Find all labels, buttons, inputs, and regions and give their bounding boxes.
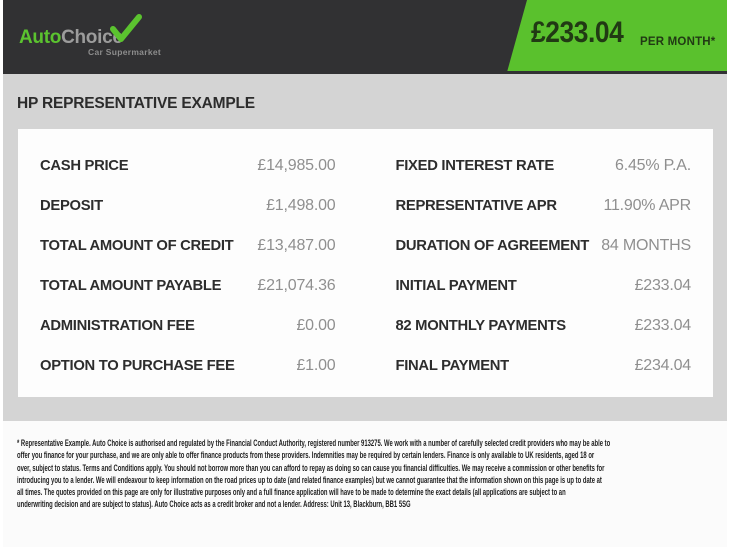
finance-row-label: DEPOSIT bbox=[40, 198, 103, 214]
finance-row-value: £21,074.36 bbox=[257, 277, 336, 294]
finance-row bbox=[396, 346, 692, 386]
finance-row-label: 82 MONTHLY PAYMENTS bbox=[395, 318, 566, 334]
finance-row bbox=[396, 226, 692, 266]
main-section bbox=[3, 74, 727, 421]
logo-choice-text: Choice bbox=[61, 27, 123, 48]
finance-row-value: 11.90% APR bbox=[603, 197, 691, 214]
finance-row-value: £0.00 bbox=[296, 317, 336, 334]
price-amount: £233.04 bbox=[531, 16, 624, 49]
price-period-label: PER MONTH* bbox=[640, 36, 716, 48]
finance-row-label: ADMINISTRATION FEE bbox=[40, 318, 195, 334]
finance-column-right bbox=[366, 146, 714, 397]
finance-row bbox=[396, 186, 692, 226]
disclaimer-line: introducing you to a lender. We will endeavour to keep information on the road prices up to date (and related finance examples) but we cannot guarantee that the information shown on this page is up to date at bbox=[17, 474, 602, 485]
disclaimer-line: all times. The quotes provided on this page are only for illustrative purposes only and a full finance application will have to be made to determine the exact details (all applications are subject to an bbox=[17, 487, 566, 498]
logo-auto-text: Auto bbox=[19, 27, 62, 48]
finance-row-value: £13,487.00 bbox=[257, 237, 336, 254]
finance-row-value: £233.04 bbox=[634, 277, 691, 294]
disclaimer bbox=[3, 421, 727, 547]
finance-row bbox=[40, 306, 336, 346]
finance-row-label: DURATION OF AGREEMENT bbox=[395, 238, 589, 254]
finance-row-value: £234.04 bbox=[634, 357, 691, 374]
disclaimer-line: offer you finance for your purchase, and we are only able to offer finance products from these providers. Indemnities may be required by certain lenders. Finance is only available to UK residents, aged 18 or bbox=[17, 450, 595, 461]
autochoice-logo bbox=[19, 27, 161, 57]
finance-row-label: CASH PRICE bbox=[40, 158, 129, 174]
finance-row-label: INITIAL PAYMENT bbox=[395, 278, 517, 294]
finance-row-value: £1.00 bbox=[296, 357, 336, 374]
finance-column-left bbox=[18, 146, 366, 397]
finance-row bbox=[40, 346, 336, 386]
disclaimer-line: * Representative Example. Auto Choice is authorised and regulated by the Financial Conduct Authority, registered number 913275. We work with a number of carefully selected credit providers who may be able to bbox=[17, 438, 611, 448]
page-title: HP REPRESENTATIVE EXAMPLE bbox=[17, 95, 255, 112]
finance-row-label: FIXED INTEREST RATE bbox=[395, 158, 554, 174]
finance-row bbox=[396, 306, 692, 346]
finance-row bbox=[396, 266, 692, 306]
logo-tagline: Car Supermarket bbox=[88, 47, 162, 57]
finance-row bbox=[40, 186, 336, 226]
finance-row-label: FINAL PAYMENT bbox=[395, 358, 509, 374]
finance-row bbox=[40, 266, 336, 306]
header bbox=[3, 0, 727, 74]
finance-row bbox=[40, 146, 336, 186]
finance-row-value: £1,498.00 bbox=[266, 197, 336, 214]
check-icon bbox=[109, 13, 143, 48]
finance-row-label: TOTAL AMOUNT PAYABLE bbox=[40, 278, 222, 294]
finance-row bbox=[40, 226, 336, 266]
finance-row-value: 84 MONTHS bbox=[601, 237, 691, 254]
page-frame bbox=[3, 0, 727, 547]
finance-panel bbox=[18, 129, 713, 397]
finance-row-value: £233.04 bbox=[634, 317, 691, 334]
disclaimer-line: underwriting decision and are subject to status). Auto Choice acts as a credit broker and not a lender. Address: Unit 13, Blackburn, BB1 5SG bbox=[17, 499, 411, 510]
finance-row-label: OPTION TO PURCHASE FEE bbox=[40, 358, 235, 374]
finance-row-label: TOTAL AMOUNT OF CREDIT bbox=[40, 238, 234, 254]
finance-row-value: £14,985.00 bbox=[257, 157, 336, 174]
finance-row-label: REPRESENTATIVE APR bbox=[395, 198, 557, 214]
finance-row-value: 6.45% P.A. bbox=[615, 157, 691, 174]
disclaimer-line: over, subject to status. Terms and Conditions apply. You should not borrow more than you can afford to repay as doing so can cause you financial difficulties. We may receive a commission or other benefits for bbox=[17, 462, 605, 473]
finance-row bbox=[396, 146, 692, 186]
